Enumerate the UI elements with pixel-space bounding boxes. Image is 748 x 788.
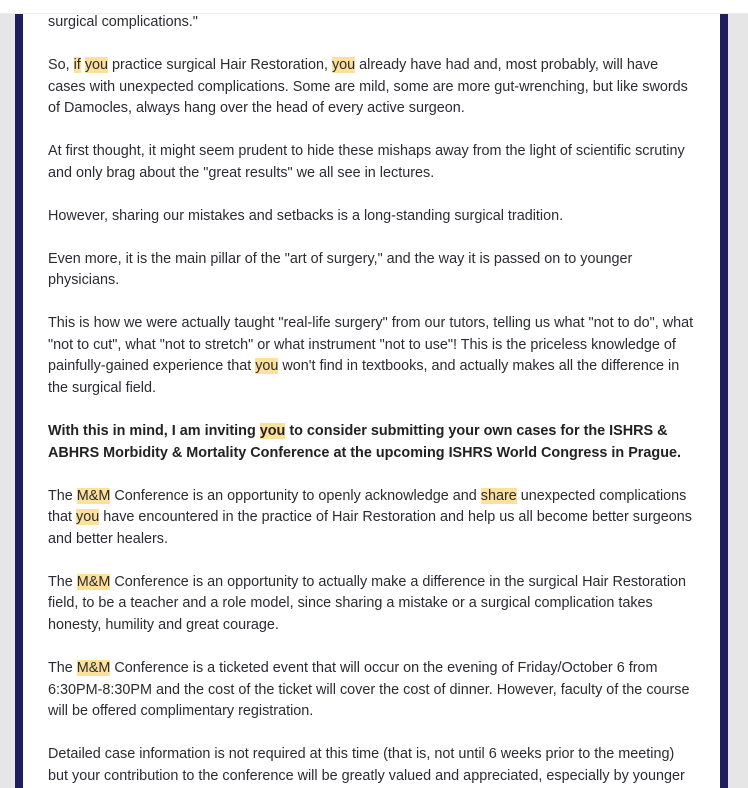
text-segment: Conference is an opportunity to openly acknowledge and — [110, 487, 481, 504]
text-segment: have encountered in the practice of Hair Restoration and help us all become better surgeons and better healers. — [48, 509, 692, 547]
search-highlight: you — [76, 509, 100, 526]
text-segment: Conference is a ticketed event that will occur on the evening of Friday/October 6 from 6:30PM-8:30PM and the cost of the ticket will cover the cost of dinner. However, faculty of the course will be offered complimentary registration. — [48, 659, 690, 720]
text-segment: This is how we were actually taught "real-life surgery" from our tutors, telling us what "not to do", what "not to cut", what "not to stretch" or what instrument "not to use"! This is the priceless knowledge of painfully-gained experience that — [48, 315, 694, 375]
text-segment: So, — [48, 56, 74, 73]
text-segment: The — [48, 659, 77, 676]
paragraph — [48, 55, 698, 120]
text-segment: practice surgical Hair Restoration, — [108, 56, 332, 73]
bold-text — [48, 423, 681, 461]
paragraph — [48, 206, 698, 228]
search-highlight: M&M — [76, 659, 111, 676]
search-highlight: if — [73, 56, 81, 73]
paragraph — [48, 141, 698, 184]
paragraph — [48, 744, 698, 787]
text-segment: unexpected complications that — [48, 487, 687, 526]
text-segment: Detailed case information is not required at this time (that is, not until 6 weeks prior to the meeting) but your contribution to the conference will be greatly valued and appreciated, especially by younger — [48, 746, 685, 784]
paragraph — [48, 14, 698, 34]
paragraph — [48, 572, 698, 637]
email-body — [23, 14, 720, 788]
search-highlight: you — [255, 358, 279, 375]
text-segment: At first thought, it might seem prudent to hide these mishaps away from the light of scientific scrutiny and only brag about the "great results" we all see in lectures. — [48, 143, 685, 181]
paragraph — [48, 313, 698, 399]
text-segment: to consider submitting your own cases for the ISHRS & ABHRS Morbidity & Mortality Conference at the upcoming ISHRS World Congress in Prague. — [48, 423, 681, 461]
search-highlight: M&M — [76, 487, 111, 504]
text-segment: The — [48, 487, 77, 504]
text-segment: However, sharing our mistakes and setbacks is a long-standing surgical tradition. — [48, 207, 564, 224]
paragraph — [48, 421, 698, 464]
text-segment: surgical complications." — [48, 14, 198, 30]
text-segment: already have had and, most probably, will have cases with unexpected complications. Some are mild, some are more gut-wrenching, but like swords of Damocles, always hang over the head of every active surgeon. — [48, 56, 688, 117]
search-highlight: share — [480, 487, 517, 504]
text-segment: Conference is an opportunity to actually make a difference in the surgical Hair Restoration field, to be a teacher and a role model, since sharing a mistake or a surgical complication takes honesty, humility and great courage. — [48, 573, 687, 633]
text-segment: won't find in textbooks, and actually makes all the difference in the surgical field. — [48, 358, 680, 397]
paragraph — [48, 658, 698, 723]
paragraph — [48, 486, 698, 551]
top-strip — [0, 0, 748, 14]
search-highlight: M&M — [76, 573, 111, 590]
text-segment: With this in mind, I am inviting — [48, 423, 260, 440]
search-highlight: you — [331, 56, 356, 73]
email-text — [48, 14, 698, 788]
search-highlight: you — [84, 56, 109, 73]
paragraph — [48, 249, 698, 292]
search-highlight: you — [259, 423, 286, 440]
text-segment: Even more, it is the main pillar of the "art of surgery," and the way it is passed on to younger physicians. — [48, 250, 633, 289]
text-segment: The — [48, 573, 77, 590]
